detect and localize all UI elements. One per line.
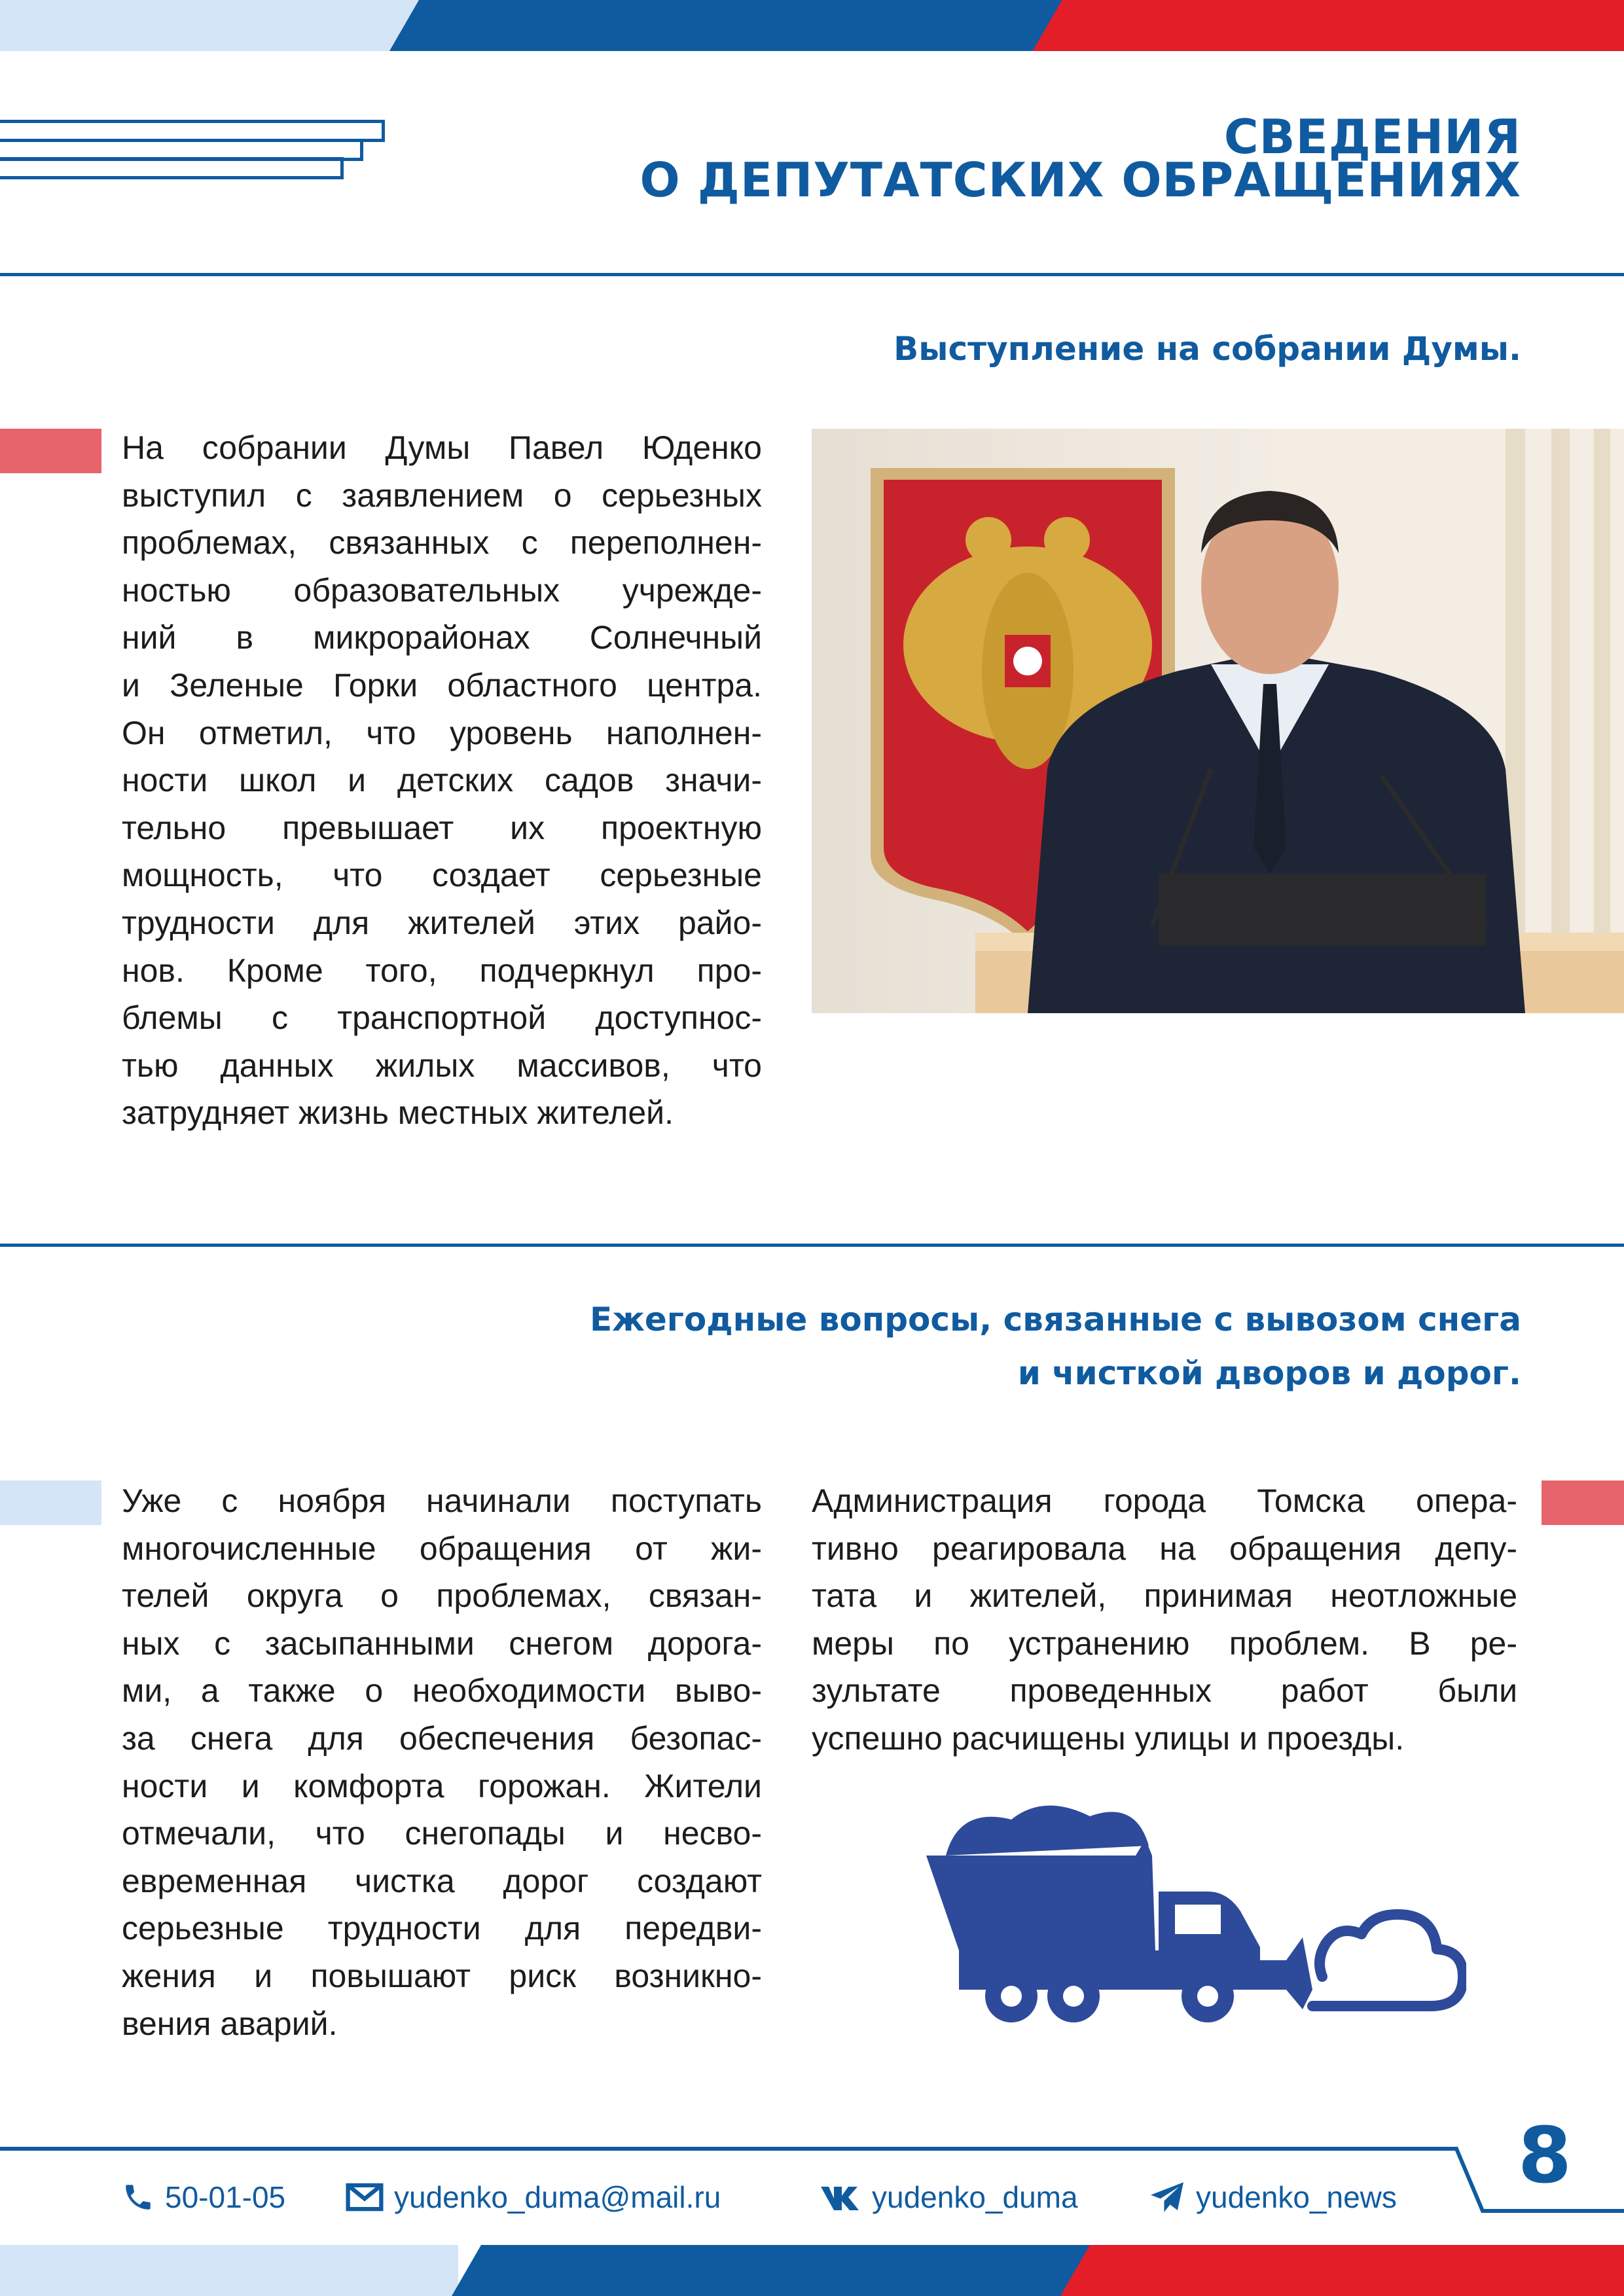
text-line: ми, а также о необходимости выво- bbox=[122, 1672, 762, 1710]
section-2-right-body bbox=[812, 1477, 1517, 1763]
text-line: успешно расчищены улицы и проезды. bbox=[812, 1719, 1405, 1757]
section-1-heading: Выступление на собрании Думы. bbox=[893, 330, 1521, 368]
page-title-line-2: О ДЕПУТАТСКИХ ОБРАЩЕНИЯХ bbox=[640, 152, 1521, 207]
page-number: 8 bbox=[1517, 2110, 1572, 2200]
telegram-icon bbox=[1149, 2181, 1185, 2214]
text-line: ний в микрорайонах Солнечный bbox=[122, 619, 762, 656]
page-title bbox=[640, 109, 1521, 207]
text-line: тью данных жилых массивов, что bbox=[122, 1047, 762, 1084]
vk-icon bbox=[820, 2184, 861, 2210]
vk-handle: yudenko_duma bbox=[872, 2180, 1078, 2214]
header-divider bbox=[0, 273, 1624, 276]
text-line: тельно превышает их проектную bbox=[122, 809, 762, 846]
text-line: многочисленные обращения от жи- bbox=[122, 1530, 762, 1567]
footer-telegram[interactable] bbox=[1149, 2174, 1397, 2220]
text-line: евременная чистка дорог создают bbox=[122, 1862, 762, 1899]
text-line: зультате проведенных работ были bbox=[812, 1672, 1517, 1710]
mail-icon bbox=[346, 2182, 384, 2212]
text-line: за снега для обеспечения безопас- bbox=[122, 1719, 762, 1757]
footer-email[interactable] bbox=[346, 2174, 721, 2220]
bottom-tricolor-band bbox=[0, 2245, 1624, 2296]
page-title-line-1: СВЕДЕНИЯ bbox=[1223, 109, 1521, 164]
text-line: тата и жителей, принимая неотложные bbox=[812, 1577, 1517, 1615]
text-line: выступил с заявлением о серьезных bbox=[122, 476, 762, 514]
footer-vk[interactable] bbox=[820, 2174, 1078, 2220]
text-line: трудности для жителей этих райо- bbox=[122, 904, 762, 941]
section-2-right-accent-bar bbox=[1542, 1480, 1624, 1525]
text-line: телей округа о проблемах, связан- bbox=[122, 1577, 762, 1615]
top-tricolor-band bbox=[0, 0, 1624, 51]
text-line: тивно реагировала на обращения депу- bbox=[812, 1530, 1517, 1567]
email-address: yudenko_duma@mail.ru bbox=[394, 2180, 721, 2214]
section-2-heading-line-2: и чисткой дворов и дорог. bbox=[1017, 1354, 1521, 1392]
phone-icon bbox=[122, 2179, 154, 2215]
text-line: меры по устранению проблем. В ре- bbox=[812, 1624, 1517, 1662]
section-1-body bbox=[122, 424, 762, 1137]
section-2-heading-line-1: Ежегодные вопросы, связанные с вывозом снега bbox=[589, 1300, 1521, 1338]
telegram-handle: yudenko_news bbox=[1196, 2180, 1397, 2214]
section-1-accent-bar bbox=[0, 429, 101, 473]
text-line: блемы с транспортной доступнос- bbox=[122, 999, 762, 1037]
text-line: ности и комфорта горожан. Жители bbox=[122, 1767, 762, 1804]
section-divider bbox=[0, 1244, 1624, 1247]
speaker-photo bbox=[812, 429, 1624, 1013]
text-line: серьезные трудности для передви- bbox=[122, 1910, 762, 1947]
text-line: отмечали, что снегопады и несво- bbox=[122, 1815, 762, 1852]
section-2-left-body bbox=[122, 1477, 762, 2047]
text-line: проблемах, связанных с переполнен- bbox=[122, 524, 762, 562]
text-line: и Зеленые Горки областного центра. bbox=[122, 666, 762, 704]
text-line: вения аварий. bbox=[122, 2005, 338, 2042]
text-line: На собрании Думы Павел Юденко bbox=[122, 429, 762, 466]
footer-phone[interactable] bbox=[122, 2174, 285, 2220]
phone-number: 50-01-05 bbox=[165, 2180, 286, 2214]
text-line: ностью образовательных учрежде- bbox=[122, 571, 762, 609]
text-line: мощность, что создает серьезные bbox=[122, 857, 762, 894]
text-line: ности школ и детских садов значи- bbox=[122, 762, 762, 799]
text-line: жения и повышают риск возникно- bbox=[122, 1957, 762, 1994]
text-line: ных с засыпанными снегом дорога- bbox=[122, 1624, 762, 1662]
text-line: затрудняет жизнь местных жителей. bbox=[122, 1094, 674, 1132]
text-line: Он отметил, что уровень наполнен- bbox=[122, 714, 762, 751]
text-line: Администрация города Томска опера- bbox=[812, 1482, 1517, 1519]
section-2-heading bbox=[590, 1293, 1521, 1400]
text-line: Уже с ноября начинали поступать bbox=[122, 1482, 762, 1519]
snowplow-truck-icon bbox=[920, 1793, 1466, 2036]
section-2-left-accent-bar bbox=[0, 1480, 101, 1525]
text-line: нов. Кроме того, подчеркнул про- bbox=[122, 952, 762, 989]
